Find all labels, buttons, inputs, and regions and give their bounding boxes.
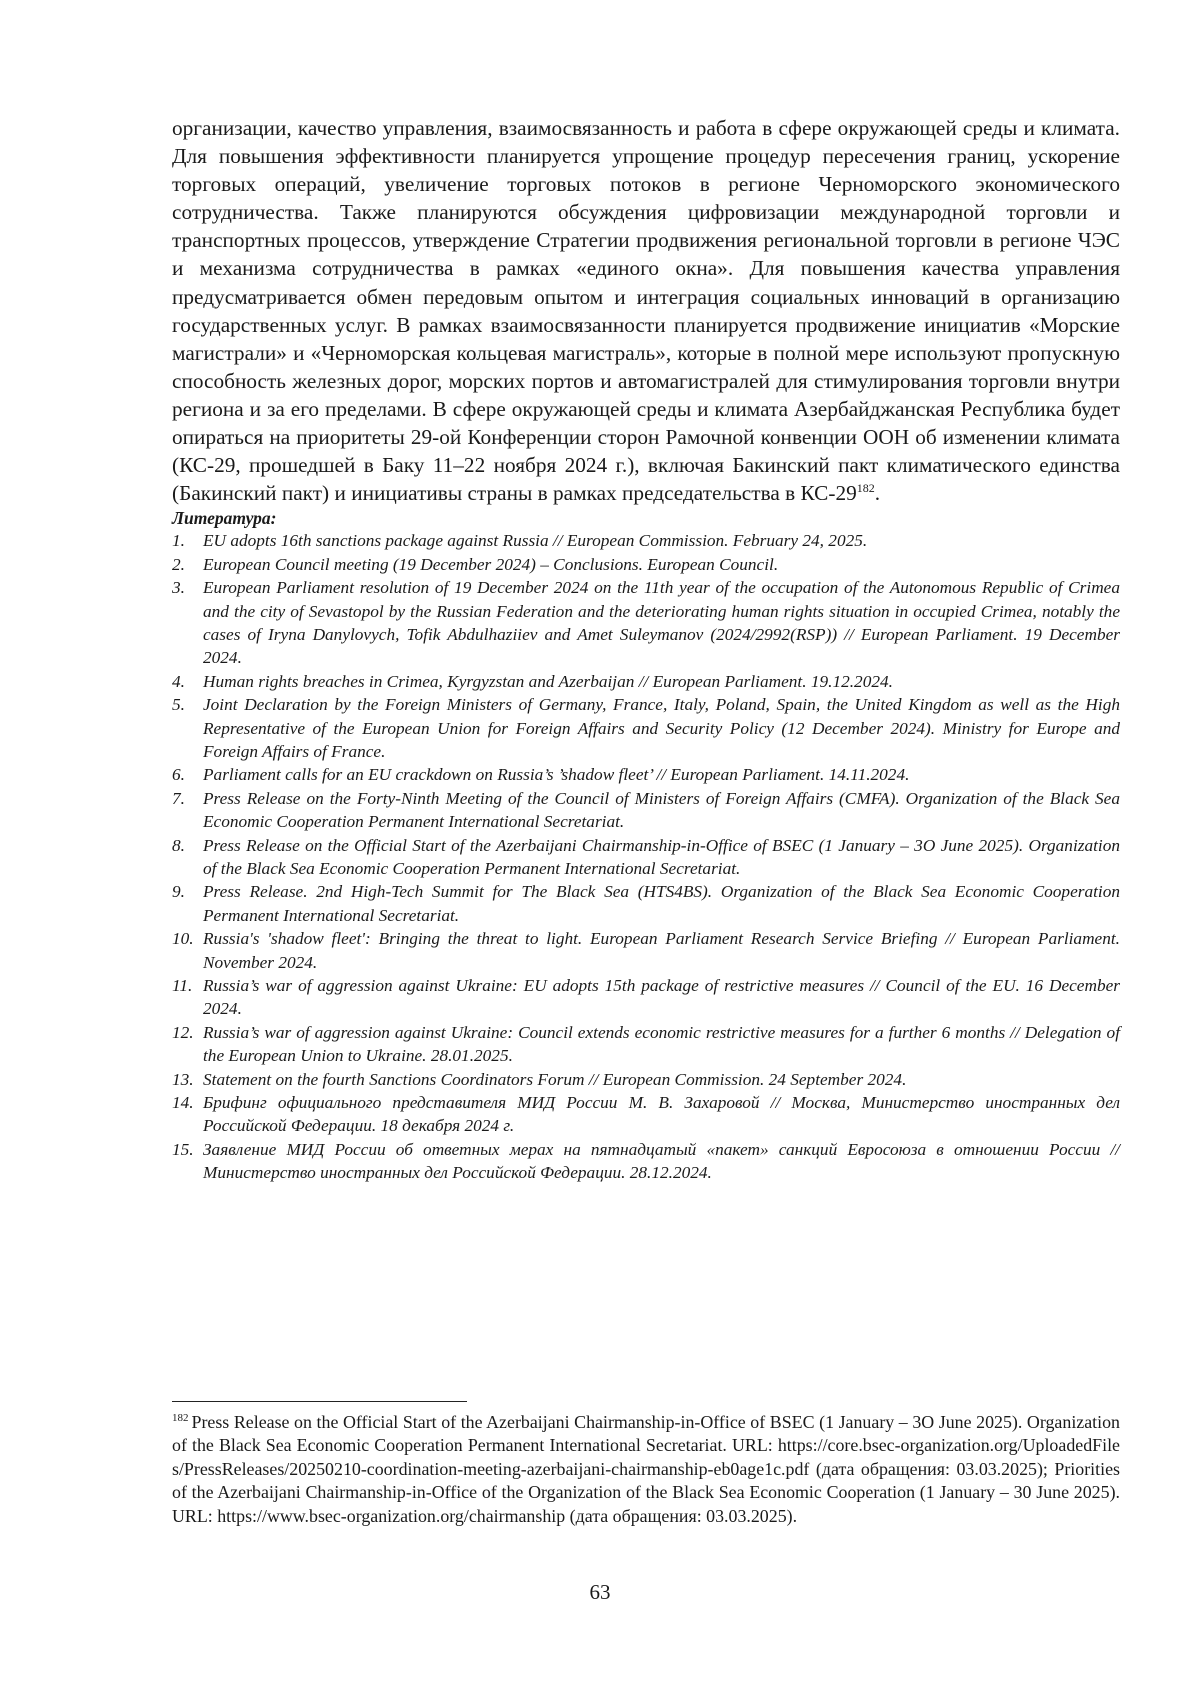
reference-text: Press Release on the Official Start of the Azerbaijani Chairmanship-in-Office of BSEC (1 January – 3O June 2025). Organization of the Black Sea Economic Cooperation Permanent International Secretariat. <box>203 835 1120 878</box>
reference-item <box>172 529 1120 552</box>
reference-number: 3. <box>172 578 185 598</box>
reference-item <box>172 670 1120 693</box>
reference-text: Russia’s war of aggression against Ukraine: EU adopts 15th package of restrictive measures // Council of the EU. 16 December 2024. <box>203 976 1120 1019</box>
reference-number: 13. <box>172 1069 194 1089</box>
reference-text: Joint Declaration by the Foreign Ministers of Germany, France, Italy, Poland, Spain, the United Kingdom as well as the High Representative of the European Union for Foreign Affairs and Security Policy (12 December 2024). Ministry for Europe and Foreign Affairs of France. <box>203 695 1120 761</box>
footnote-reference[interactable]: 182 <box>856 481 875 496</box>
reference-number: 8. <box>172 835 185 855</box>
reference-text: Press Release. 2nd High-Tech Summit for The Black Sea (HTS4BS). Organization of the Black Sea Economic Cooperation Permanent International Secretariat. <box>203 882 1120 925</box>
reference-number: 7. <box>172 788 185 808</box>
reference-item <box>172 553 1120 576</box>
paragraph-end: . <box>874 481 881 506</box>
reference-item <box>172 880 1120 927</box>
reference-text: Russia’s war of aggression against Ukraine: Council extends economic restrictive measures for a further 6 months // Delegation of the European Union to Ukraine. 28.01.2025. <box>203 1022 1120 1066</box>
footnote-divider <box>172 1401 467 1402</box>
reference-text: Брифинг официального представителя МИД России М. В. Захаровой // Москва, Министерство иностранных дел Российской Федерации. 18 декабря 2024 г. <box>203 1093 1120 1136</box>
reference-item <box>172 974 1120 1021</box>
reference-text: Parliament calls for an EU crackdown on Russia’s ’shadow fleet’ // European Parliament. 14.11.2024. <box>203 765 910 785</box>
reference-number: 15. <box>172 1139 194 1159</box>
footnote-text: (дата обращения: 03.03.2025); Priorities of the Azerbaijani Chairmanship-in-Office of the Organization of the Black Sea Economic Cooperation (1 January – 30 June 2025). URL: <box>172 1458 1120 1526</box>
reference-item <box>172 693 1120 763</box>
reference-item <box>172 763 1120 786</box>
reference-item <box>172 1138 1120 1185</box>
page-number: 63 <box>589 1580 611 1604</box>
footnote-text: Press Release on the Official Start of the Azerbaijani Chairmanship-in-Office of BSEC (1 January – 3O June 2025). Organization of the Black Sea Economic Cooperation Permanent International Secretariat. URL: <box>172 1412 1120 1456</box>
reference-number: 2. <box>172 554 185 574</box>
footnote-text: (дата обращения: 03.03.2025). <box>565 1505 798 1526</box>
reference-item <box>172 576 1120 670</box>
reference-number: 10. <box>172 929 194 949</box>
body-paragraph-text: организации, качество управления, взаимосвязанность и работа в сфере окружающей среды и климата. Для повышения эффективности планируется упрощение процедур пересечения границ, ускорение торговых операций, увеличение торговых потоков в регионе Черноморского экономического сотрудничества. Также планируются обсуждения цифровизации международной торговли и транспортных процессов, утверждение Стратегии продвижения региональной торговли в регионе ЧЭС и механизма сотрудничества в рамках «единого окна». Для повышения качества управления предусматривается обмен передовым опытом и интеграция социальных инноваций в организацию государственных услуг. В рамках взаимосвязанности планируется продвижение инициатив «Морские магистрали» и «Черноморская кольцевая магистраль», которые в полной мере используют пропускную способность железных дорог, морских портов и автомагистралей для стимулирования торговли внутри региона и за его пределами. В сфере окружающей среды и климата Азербайджанская Республика будет опираться на приоритеты 29-ой Конференции сторон Рамочной конвенции ООН об изменении климата (КС-29, прошедшей в Баку 11–22 ноября 2024 г.), включая Бакинский пакт климатического единства (Бакинский пакт) и инициативы страны в рамках председательства в КС-29 <box>172 116 1120 506</box>
reference-text: Human rights breaches in Crimea, Kyrgyzstan and Azerbaijan // European Parliament. 19.12.2024. <box>203 671 893 691</box>
body-paragraph <box>172 114 1120 507</box>
reference-number: 1. <box>172 531 185 551</box>
reference-text: European Council meeting (19 December 2024) – Conclusions. European Council. <box>203 554 779 574</box>
reference-number: 5. <box>172 695 185 715</box>
reference-item <box>172 834 1120 881</box>
page-content <box>172 114 1120 1185</box>
reference-text: EU adopts 16th sanctions package against Russia // European Commission. February 24, 2025. <box>203 531 868 551</box>
reference-list <box>172 529 1120 1184</box>
reference-number: 9. <box>172 882 185 902</box>
reference-text: Press Release on the Forty-Ninth Meeting of the Council of Ministers of Foreign Affairs (CMFA). Organization of the Black Sea Economic Cooperation Permanent International Secretariat. <box>203 788 1120 832</box>
reference-item <box>172 927 1120 974</box>
footnote-url-link[interactable]: https://core.bsec-organization.org/UploadedFiles/PressReleases/20250210-coordination-meeting-azerbaijani-chairmanship-eb0age1c.pdf <box>172 1435 1120 1479</box>
footnote-url-link[interactable]: https://www.bsec-organization.org/chairmanship <box>217 1505 566 1526</box>
reference-item <box>172 787 1120 834</box>
reference-item <box>172 1021 1120 1068</box>
reference-text: Заявление МИД России об ответных мерах на пятнадцатый «пакет» санкций Евросоюза в отношении России // Министерство иностранных дел Российской Федерации. 28.12.2024. <box>203 1139 1120 1183</box>
reference-text: European Parliament resolution of 19 December 2024 on the 11th year of the occupation of the Autonomous Republic of Crimea and the city of Sevastopol by the Russian Federation and the deteriorating human rights situation in occupied Crimea, notably the cases of Iryna Danylovych, Tofik Abdulhaziiev and Amet Suleymanov (2024/2992(RSP)) // European Parliament. 19 December 2024. <box>203 578 1120 668</box>
footnote <box>172 1411 1120 1528</box>
reference-number: 4. <box>172 671 185 691</box>
reference-text: Statement on the fourth Sanctions Coordinators Forum // European Commission. 24 September 2024. <box>203 1069 907 1089</box>
reference-number: 12. <box>172 1022 194 1042</box>
footnote-mark: 182 <box>172 1412 189 1425</box>
literature-heading: Литература: <box>172 508 277 529</box>
reference-item <box>172 1068 1120 1091</box>
reference-item <box>172 1091 1120 1138</box>
reference-number: 14. <box>172 1093 194 1113</box>
reference-number: 6. <box>172 765 185 785</box>
reference-number: 11. <box>172 976 193 996</box>
reference-text: Russia's 'shadow fleet': Bringing the threat to light. European Parliament Research Service Briefing // European Parliament. November 2024. <box>203 929 1120 972</box>
